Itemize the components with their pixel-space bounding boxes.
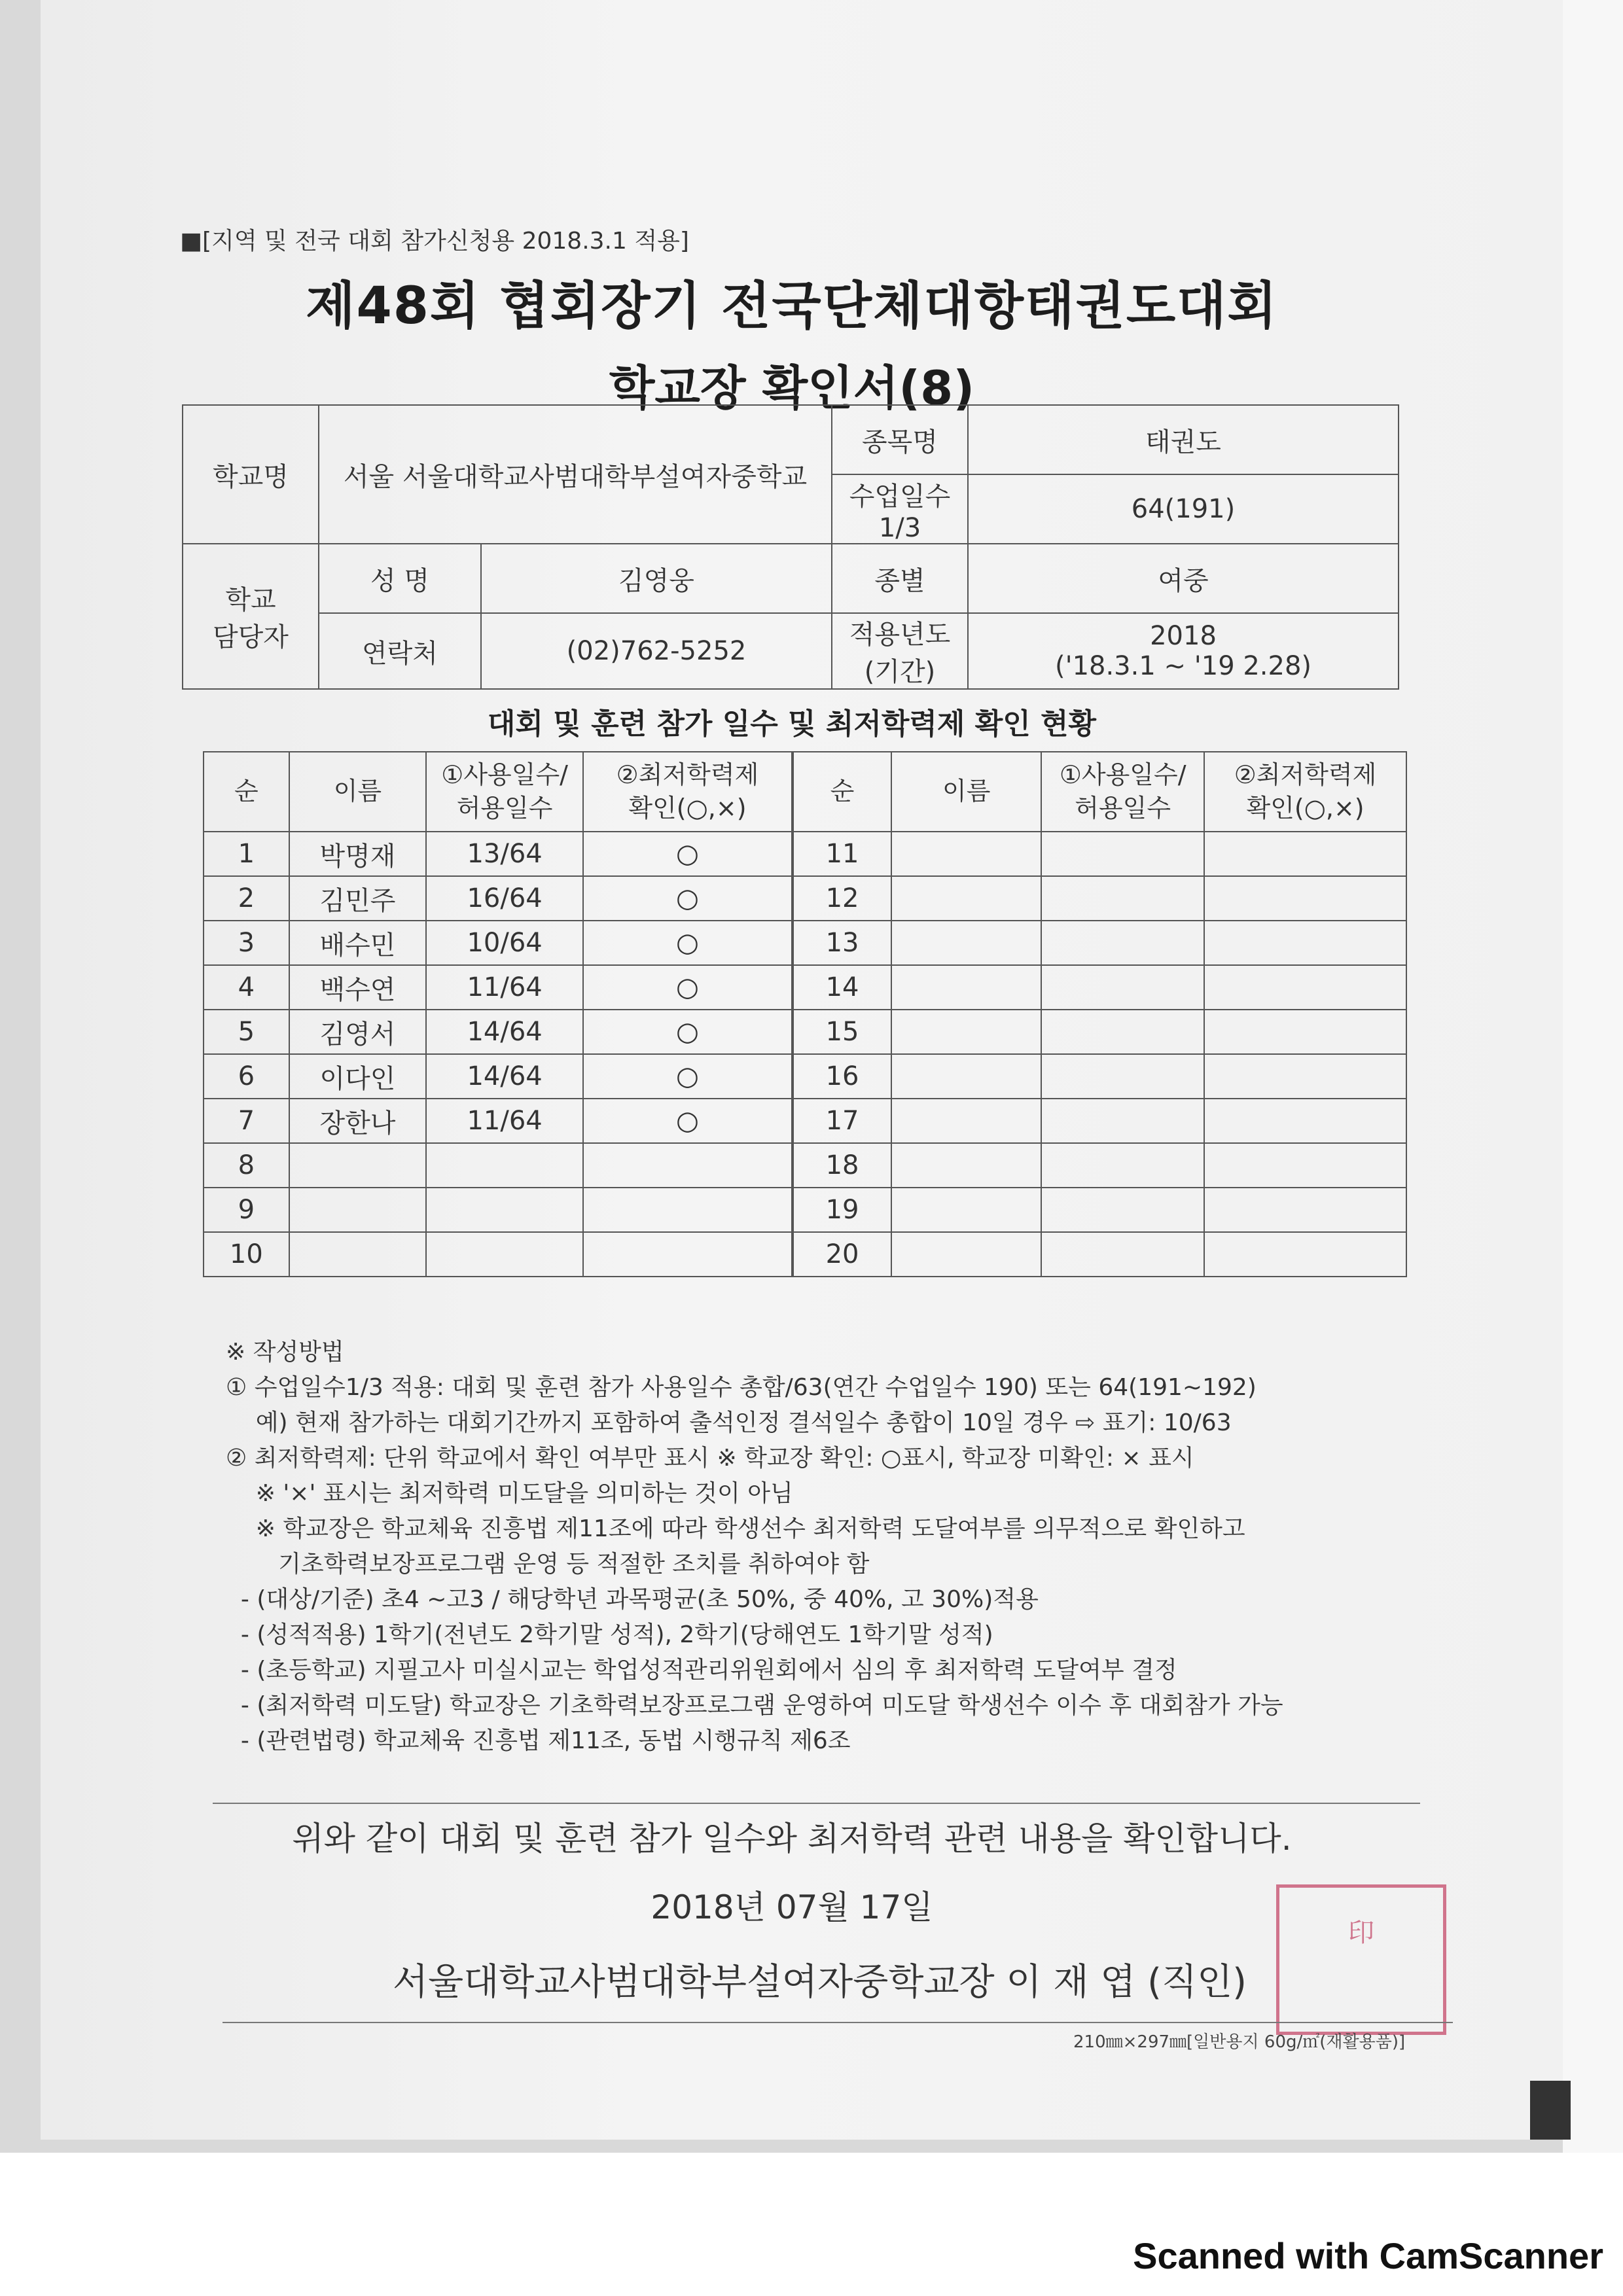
row-number: 4 [204,965,289,1010]
days-used: 11/64 [426,965,583,1010]
row-number: 10 [204,1232,289,1277]
table-row [204,965,1406,1010]
instruction-line: ※ 작성방법 [226,1339,344,1366]
year-label: 적용년도 (기간) [832,613,968,689]
instruction-line: ② 최저학력제: 단위 학교에서 확인 여부만 표시 ※ 학교장 확인: ○표시, 학교장 미확인: × 표시 [226,1445,1194,1472]
min-academic-check: ○ [583,1099,793,1143]
divider [213,1803,1420,1804]
event-value: 태권도 [968,405,1399,474]
dark-corner [1530,2081,1571,2140]
table-row [204,1232,1406,1277]
min-academic-check [1204,1143,1406,1188]
athlete-name: 김민주 [289,876,426,921]
instruction-line: - (초등학교) 지필고사 미실시교는 학업성적관리위원회에서 심의 후 최저학력 도달여부 결정 [226,1657,1177,1684]
table-row [204,1054,1406,1099]
row-number: 5 [204,1010,289,1054]
header-days: ①사용일수/ 허용일수 [1041,752,1204,832]
min-academic-check [583,1188,793,1232]
instruction-line: ① 수업일수1/3 적용: 대회 및 훈련 참가 사용일수 총합/63(연간 수업일수 190) 또는 64(191~192) [226,1374,1257,1401]
instruction-line: ※ 학교장은 학교체육 진흥법 제11조에 따라 학생선수 최저학력 도달여부를 의무적으로 확인하고 [226,1515,1245,1542]
min-academic-check [583,1232,793,1277]
row-number: 11 [793,832,891,876]
min-academic-check [1204,1054,1406,1099]
days-used: 11/64 [426,1099,583,1143]
table-row [204,1188,1406,1232]
name-label: 성 명 [319,544,481,613]
athlete-name [891,1143,1041,1188]
athlete-name [891,1188,1041,1232]
days-used [1041,1099,1204,1143]
school-value: 서울 서울대학교사범대학부설여자중학교 [319,405,832,544]
instruction-line: - (최저학력 미도달) 학교장은 기초학력보장프로그램 운영하여 미도달 학생선수 이수 후 대회참가 가능 [226,1692,1283,1719]
row-number: 9 [204,1188,289,1232]
days-used: 16/64 [426,876,583,921]
row-number: 12 [793,876,891,921]
days-used [1041,1010,1204,1054]
days-used: 14/64 [426,1054,583,1099]
athlete-name [289,1188,426,1232]
days-used [1041,876,1204,921]
document-subtitle: 학교장 확인서(8) [609,361,975,415]
contact-value: (02)762-5252 [481,613,832,689]
row-number: 17 [793,1099,891,1143]
table-row [204,1143,1406,1188]
year-value: 2018 ('18.3.1 ~ '19 2.28) [968,613,1399,689]
manager-label: 학교 담당자 [183,544,319,689]
table-row [204,876,1406,921]
header-name: 이름 [289,752,426,832]
days-used: 13/64 [426,832,583,876]
row-number: 15 [793,1010,891,1054]
row-number: 2 [204,876,289,921]
athlete-name [891,832,1041,876]
official-seal: 印 [1276,1884,1446,2035]
athlete-name: 김영서 [289,1010,426,1054]
row-number: 20 [793,1232,891,1277]
days-used [1041,921,1204,965]
athlete-name: 박명재 [289,832,426,876]
athlete-name: 배수민 [289,921,426,965]
attendance-rows [204,832,1406,1277]
row-number: 14 [793,965,891,1010]
min-academic-check: ○ [583,921,793,965]
days-used [426,1232,583,1277]
table-row [204,921,1406,965]
min-academic-check: ○ [583,965,793,1010]
header-check: ②최저학력제 확인(○,×) [583,752,793,832]
scanner-watermark: Scanned with CamScanner [1133,2235,1603,2276]
attendance-table [203,751,1407,1277]
header-check: ②최저학력제 확인(○,×) [1204,752,1406,832]
min-academic-check: ○ [583,1010,793,1054]
min-academic-check [1204,876,1406,921]
athlete-name: 백수연 [289,965,426,1010]
days-value: 64(191) [968,474,1399,544]
min-academic-check: ○ [583,876,793,921]
attendance-title: 대회 및 훈련 참가 일수 및 최저학력제 확인 현황 [487,707,1097,741]
instruction-line: - (대상/기준) 초4 ~고3 / 해당학년 과목평균(초 50%, 중 40%, 고 30%)적용 [226,1586,1039,1613]
table-row [204,832,1406,876]
row-number: 6 [204,1054,289,1099]
days-used [1041,965,1204,1010]
athlete-name [289,1232,426,1277]
athlete-name [289,1143,426,1188]
school-info-table [182,404,1399,690]
row-number: 18 [793,1143,891,1188]
table-row [204,1010,1406,1054]
instruction-line: - (성적적용) 1학기(전년도 2학기말 성적), 2학기(당해연도 1학기말 성적) [226,1621,993,1648]
attendance-header-row [204,752,1406,832]
days-used [1041,832,1204,876]
divider [223,2022,1453,2023]
confirmation-statement: 위와 같이 대회 및 훈련 참가 일수와 최저학력 관련 내용을 확인합니다. [292,1820,1292,1858]
gender-value: 여중 [968,544,1399,613]
min-academic-check: ○ [583,832,793,876]
athlete-name [891,965,1041,1010]
days-used [1041,1188,1204,1232]
row-number: 16 [793,1054,891,1099]
athlete-name [891,1054,1041,1099]
form-category: ■[지역 및 전국 대회 참가신청용 2018.3.1 적용] [180,228,689,255]
min-academic-check [1204,1188,1406,1232]
row-number: 8 [204,1143,289,1188]
instruction-line: - (관련법령) 학교체육 진흥법 제11조, 동법 시행규칙 제6조 [226,1727,851,1754]
min-academic-check: ○ [583,1054,793,1099]
instruction-line: ※ '×' 표시는 최저학력 미도달을 의미하는 것이 아님 [226,1480,793,1507]
gender-label: 종별 [832,544,968,613]
document-title: 제48회 협회장기 전국단체대항태권도대회 [306,277,1278,336]
writing-instructions [226,1335,1469,1759]
min-academic-check [1204,832,1406,876]
athlete-name: 장한나 [289,1099,426,1143]
athlete-name [891,921,1041,965]
athlete-name [891,1010,1041,1054]
min-academic-check [1204,921,1406,965]
event-label: 종목명 [832,405,968,474]
row-number: 1 [204,832,289,876]
header-no: 순 [204,752,289,832]
athlete-name: 이다인 [289,1054,426,1099]
school-label: 학교명 [183,405,319,544]
athlete-name [891,1232,1041,1277]
days-used [1041,1143,1204,1188]
row-number: 19 [793,1188,891,1232]
row-number: 13 [793,921,891,965]
days-used: 10/64 [426,921,583,965]
athlete-name [891,1099,1041,1143]
days-used [1041,1232,1204,1277]
header-no: 순 [793,752,891,832]
days-used: 14/64 [426,1010,583,1054]
min-academic-check [583,1143,793,1188]
confirmation-date: 2018년 07월 17일 [651,1888,933,1926]
table-row [204,1099,1406,1143]
header-name: 이름 [891,752,1041,832]
row-number: 7 [204,1099,289,1143]
instruction-line: 기초학력보장프로그램 운영 등 적절한 조치를 취하여야 함 [226,1551,870,1578]
instruction-line: 예) 현재 참가하는 대회기간까지 포함하여 출석인정 결석일수 총합이 10일 경우 ⇨ 표기: 10/63 [226,1409,1232,1436]
days-used [426,1188,583,1232]
name-value: 김영웅 [481,544,832,613]
min-academic-check [1204,965,1406,1010]
min-academic-check [1204,1232,1406,1277]
paper-spec: 210㎜×297㎜[일반용지 60g/㎡(재활용품)] [1073,2032,1406,2052]
row-number: 3 [204,921,289,965]
days-used [1041,1054,1204,1099]
principal-signature: 서울대학교사범대학부설여자중학교장 이 재 엽 (직인) [393,1961,1247,2004]
days-label: 수업일수 1/3 [832,474,968,544]
min-academic-check [1204,1010,1406,1054]
athlete-name [891,876,1041,921]
header-days: ①사용일수/ 허용일수 [426,752,583,832]
days-used [426,1143,583,1188]
min-academic-check [1204,1099,1406,1143]
contact-label: 연락처 [319,613,481,689]
